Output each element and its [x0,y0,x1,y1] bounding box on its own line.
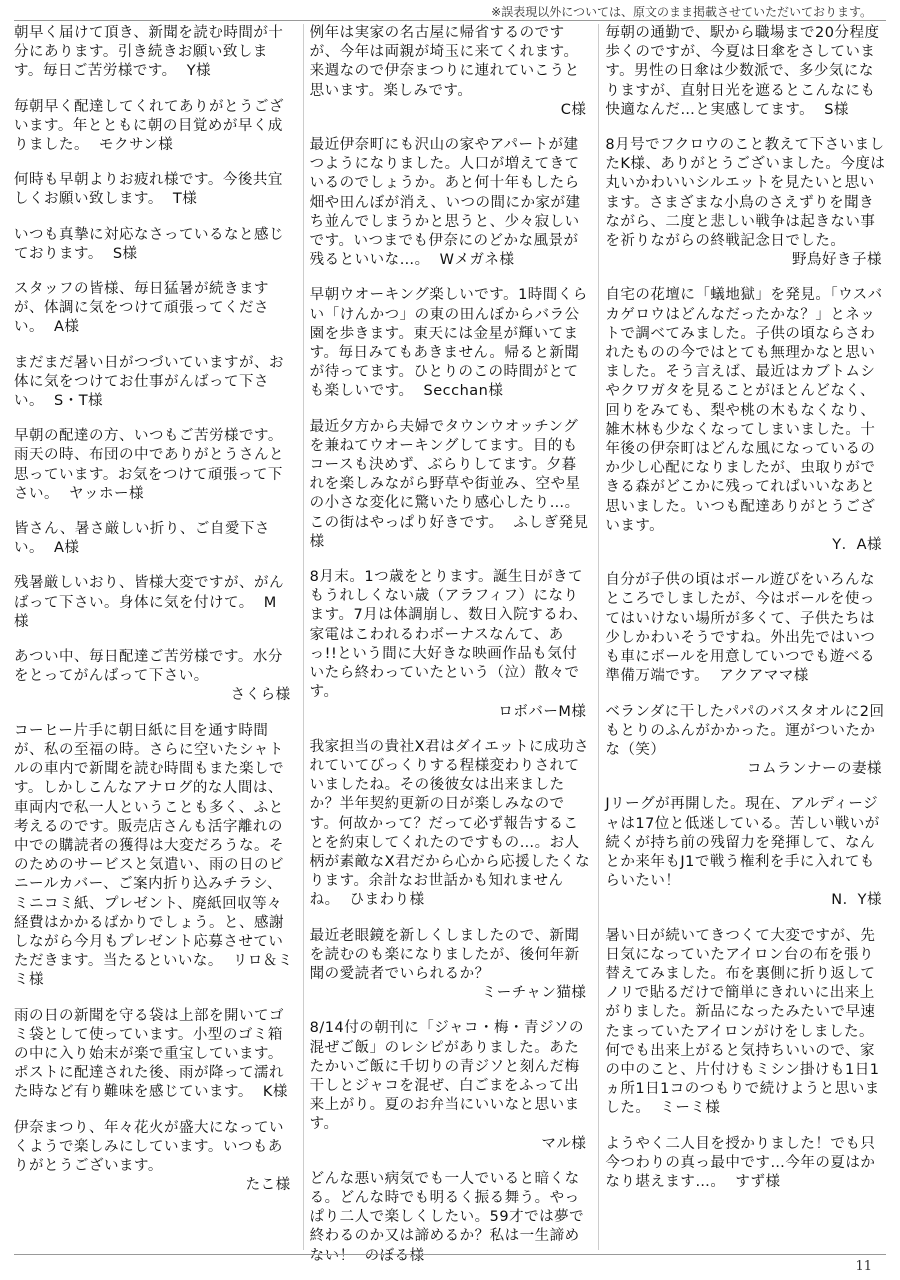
reader-letter [605,571,886,686]
letter-text: 暑い日が続いてきつくて大変ですが、先日気になっていたアイロン台の布を張り替えてみました。布を裏側に折り返してノリで貼るだけで簡単にきれいに出来上がりました。新品になったみたいで早速たまっていたアイロンがけをしました。何でも出来上がると気持ちいいので、家の中のこと、片付けもミシン掛けも1日1ヵ所1日1コのつもりで続けようと思いました。 [605,927,880,1117]
letter-signature: ヤッホー様 [69,485,144,502]
bottom-divider [14,1254,886,1255]
letter-text: いつも真摯に対応なさっているなと感じております。 [14,226,284,262]
letter-signature: S・T様 [54,393,104,410]
letter-signature: ロボバーM様 [498,703,587,720]
reader-letter [310,738,591,911]
letter-text: 自分が子供の頃はボール遊びをいろんなところでしましたが、今はボールを使ってはいけない場所が多くて、子供たちは少しかわいそうですね。外出先ではいつも車にボールを用意していつでも遊べる準備万端です。 [605,572,876,685]
letter-text: スタッフの皆様、毎日猛暑が続きますが、体調に気をつけて頑張ってください。 [14,281,269,336]
letter-text: Jリーグが再開した。現在、アルディージャは17位と低迷している。苦しい戦いが続くが持ち前の残留力を発揮して、なんとか来年もJ1で戦う権利を手に入れてもらいたい！ [605,796,880,890]
letter-signature: コムランナーの妻様 [747,761,883,778]
letter-text: 8月号でフクロウのこと教えて下さいましたK様、ありがとうございました。今度は丸いかわいいシルエットを見たいと思います。さまざまな小鳥のさえずりを聞きながら、二度と悲しい戦争は起きない事を祈りながらの終戦記念日でした。 [605,137,886,250]
reader-letter [14,722,295,991]
reader-letter [310,418,591,552]
letters-columns [14,24,886,1264]
letter-text: あつい中、毎日配達ご苦労様です。水分をとってがんばって下さい。 [14,649,283,685]
reader-letter [605,24,886,120]
letter-signature: マル様 [541,1135,587,1152]
reader-letter [605,927,886,1119]
letter-signature: ミーミ様 [660,1100,721,1117]
letter-text: 8/14付の朝刊に「ジャコ・梅・青ジソの混ぜご飯」のレシピがありました。あたたかいご飯に千切りの青ジソと刻んだ梅干しとジャコを混ぜ、白ごまをふって出来上がり。夏のお弁当にいいなと思います。 [309,1020,584,1133]
reader-letter [605,795,886,910]
letter-signature: N．Y様 [831,892,883,909]
reader-letter [14,427,295,504]
letter-text: 自宅の花壇に「蟻地獄」を発見。「ウスバカゲロウはどんなだったかな？」とネットで調べてみました。子供の頃ならさわれたものの今ではとても無理かなと思いました。そう言えば、最近はカブトムシやクワガタを見ることがほとんどなく、回りをみても、梨や桃の木もなくなり、雑木林も少なくなってしまいました。十年後の伊奈町はどんな風になっているのか少し心配になりましたが、虫取りができる森がどこかに残ってればいいなあと思いました。いつも配達ありがとうございます。 [605,287,883,534]
letter-text: 早朝の配達の方、いつもご苦労様です。雨天の時、布団の中でありがとうさんと思っています。お気をつけて頑張って下さい。 [14,428,284,502]
column-1 [14,24,295,1250]
reader-letter [605,286,886,555]
reader-letter [14,226,295,264]
reader-letter [310,286,591,401]
reader-letter [14,648,295,706]
reader-letter [310,136,591,270]
reader-letter [14,1119,295,1196]
letter-signature: K様 [262,1084,288,1101]
letter-signature: モクサン様 [99,137,174,154]
letter-text: 皆さん、暑さ厳しい折り、ご自愛下さい。 [14,521,270,557]
reader-letter [14,1007,295,1103]
letter-text: 8月末。1つ歳をとります。誕生日がきてもうれしくない歳（アラフィフ）になります。7月は体調崩し、数日入院するわ、家電はこわれるわボーナスなんて、あっ!!という間に大好きな映画作品も気付いたら終わっていたという（泣）散々です。 [309,569,588,701]
letter-signature: Secchan様 [423,383,504,400]
letter-text: まだまだ暑い日がつづいていますが、お体に気をつけてお仕事がんばって下さい。 [14,354,284,410]
reader-letter [605,136,886,270]
letter-signature: C様 [560,101,587,118]
letter-text: ようやく二人目を授かりました！でも只今つわりの真っ最中です…今年の夏はかなり堪えます…。 [605,1135,876,1190]
letter-signature: 野鳥好き子様 [792,252,883,269]
letter-text: 毎朝の通勤で、駅から職場まで20分程度歩くのですが、今夏は日傘をさしています。男性の日傘は少数派で、多少気になりますが、直射日光を遮るとこんなにも快適なんだ…と実感してます。 [605,25,880,118]
letter-signature: Y様 [186,63,212,80]
column-2 [303,24,591,1264]
letter-signature: たこ様 [245,1177,291,1194]
letter-signature: アクアママ様 [719,668,809,685]
letter-text: ベランダに干したパパのバスタオルに2回もとりのふんがかかった。運がついたかな（笑） [605,703,885,758]
letter-signature: ミーチャン猫様 [481,985,587,1002]
reader-letter [310,1019,591,1153]
reader-letter [310,24,591,120]
letter-text: どんな悪い病気でも一人でいると暗くなる。どんな時でも明るく振る舞う。やっぱり二人で楽しくしたい。59才では夢で終わるのか又は諦めるか？私は一生諦めない！ [309,1170,585,1264]
reader-letter [310,927,591,1004]
reader-letter [14,98,295,156]
reader-letter [14,24,295,82]
letter-signature: A様 [54,319,80,336]
letter-signature: S様 [824,101,849,118]
letter-text: 朝早く届けて頂き、新聞を読む時間が十分にあります。引き続きお願い致します。毎日ご苦労様です。 [14,25,284,80]
reprint-notice: ※誤表現以外については、原文のまま掲載させていただいております。 [491,5,872,19]
reader-letter [310,1170,591,1266]
reader-letter [14,574,295,632]
letter-signature: ふしぎ発見様 [309,514,589,550]
letter-text: 雨の日の新聞を守る袋は上部を開いてゴミ袋として使っています。小型のゴミ箱の中に入り始末が楽で重宝しています。ポストに配達された後、雨が降って濡れた時など有り難味を感じています。 [14,1007,284,1101]
reader-letter [14,354,295,412]
letter-text: 早朝ウオーキング楽しいです。1時間くらい「けんかつ」の東の田んぼからバラ公園を歩きます。東天には金星が輝いてます。毎日みてもあきません。帰ると新聞が待ってます。ひとりのこの時間がとても楽しいです。 [309,287,588,400]
letter-text: 何時も早朝よりお疲れ様です。今後共宜しくお願い致します。 [14,172,283,208]
letter-text: 最近伊奈町にも沢山の家やアパートが建つようになりました。人口が増えてきているのでしょうか。あと何十年もしたら畑や田んぼが消え、いつの間にか家が建ち並んでしまうかと思うと、少々寂しいです。いつまでも伊奈にのどかな風景が残るといいな…。 [309,137,581,269]
letter-text: 最近夕方から夫婦でタウンウオッチングを兼ねてウオーキングしてます。目的もコースも決めず、ぶらりしてます。夕暮れを楽しみながら野草や街並み、空や星の小さな変化に驚いたり感心したり…。この街はやっぱり好きです。 [309,418,581,531]
letter-signature: Y．A様 [832,537,883,554]
reader-letter [14,280,295,338]
letter-signature: のぼる様 [364,1247,425,1264]
page-number: 11 [855,1259,872,1274]
letter-signature: リロ＆ミミ様 [14,953,293,989]
letter-signature: M様 [14,594,277,630]
letter-signature: A様 [54,540,80,557]
letter-signature: T様 [172,191,198,208]
top-divider [14,20,886,21]
letter-text: 例年は実家の名古屋に帰省するのですが、今年は両親が埼玉に来てくれます。来週なので伊奈まつりに連れていこうと思います。楽しみです。 [309,25,580,99]
letter-signature: さくら様 [230,687,291,704]
reader-letter [14,171,295,209]
letter-signature: すず様 [735,1173,781,1190]
letter-signature: Wメガネ様 [439,252,515,269]
reader-letter [310,568,591,722]
letter-signature: S様 [112,245,138,262]
letter-text: コーヒー片手に朝日紙に目を通す時間が、私の至福の時。さらに空いたシャトルの車内で新聞を読む時間もまた楽しです。しかしこんなアナログ的な人間は、車両内で私一人ということも多く、ふと考えるのです。販売店さんも活字離れの中での購読者の獲得は大変だろうな。そのためのサービスと気遣い、雨の日のビニールカバー、ご案内折り込みチラシ、ミニコミ紙、プレゼント、廃紙回収等々経費はかかるばかりでしょう。と、感謝しながら今月もプレゼント応募させていただきます。当たるといいな。 [14,722,284,970]
reader-letter [605,1135,886,1193]
letter-text: 我家担当の貴社X君はダイエットに成功されていてびっくりする程様変わりされていましたね。その後彼女は出来ましたか？半年契約更新の日が楽しみなのです。何故かって？だって必ず報告することを約束してくれたのですもの…。お人柄が素敵なX君だから心から応援したくなります。余計なお世話かも知れませんね。 [309,738,591,909]
reader-letter [14,520,295,558]
letter-signature: ひまわり様 [349,892,425,909]
letter-text: 最近老眼鏡を新しくしましたので、新聞を読むのも楽になりましたが、後何年新聞の愛読者でいられるか？ [309,927,580,982]
letter-text: 毎朝早く配達してくれてありがとうございます。年とともに朝の目覚めが早く成りました。 [14,98,284,154]
reader-letter [605,703,886,780]
letter-text: 伊奈まつり、年々花火が盛大になっていくようで楽しみにしています。いつもありがとうございます。 [14,1119,284,1174]
column-3 [598,24,886,1250]
letter-text: 残暑厳しいおり、皆様大変ですが、がんばって下さい。身体に気を付けて。 [14,575,284,611]
